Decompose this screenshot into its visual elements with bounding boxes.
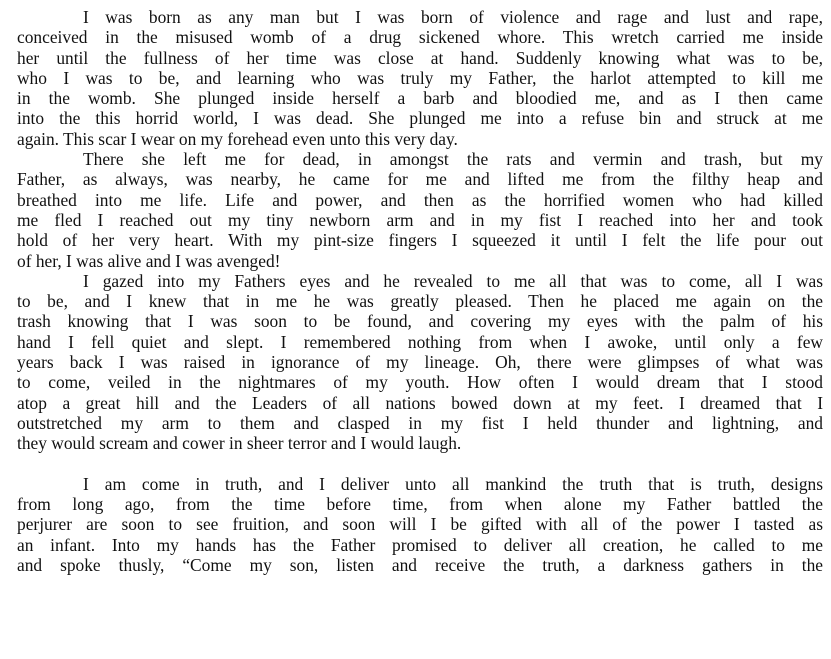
text-line: breathed into me life. Life and power, and then as the horrified women who had killed — [17, 189, 823, 210]
text-line: There she left me for dead, in amongst the rats and vermin and trash, but my — [83, 149, 823, 170]
text-line: conceived in the misused womb of a drug sickened whore. This wretch carried me inside — [17, 27, 823, 48]
text-line: hand I fell quiet and slept. I remembered nothing from when I awoke, until only a few — [17, 331, 823, 352]
text-line: who I was to be, and learning who was truly my Father, the harlot attempted to kill me — [17, 67, 823, 88]
text-line: an infant. Into my hands has the Father promised to deliver all creation, he called to me — [17, 534, 823, 555]
text-line: years back I was raised in ignorance of my lineage. Oh, there were glimpses of what was — [17, 352, 823, 373]
text-line: again. This scar I wear on my forehead even unto this very day. — [17, 128, 458, 149]
paragraph-4 — [17, 474, 823, 575]
paragraph-3 — [17, 271, 823, 454]
text-line: to come, veiled in the nightmares of my youth. How often I would dream that I stood — [17, 372, 823, 393]
text-line: into the this horrid world, I was dead. She plunged me into a refuse bin and struck at me — [17, 108, 823, 129]
text-line: Father, as always, was nearby, he came for me and lifted me from the filthy heap and — [17, 169, 823, 190]
text-line: perjurer are soon to see fruition, and soon will I be gifted with all of the power I tasted as — [17, 514, 823, 535]
text-line: her until the fullness of her time was close at hand. Suddenly knowing what was to be, — [17, 47, 823, 68]
text-line: I was born as any man but I was born of violence and rage and lust and rape, — [83, 7, 823, 27]
text-line: I am come in truth, and I deliver unto all mankind the truth that is truth, designs — [83, 473, 823, 494]
text-line: trash knowing that I was soon to be found, and covering my eyes with the palm of his — [17, 311, 823, 332]
document-page — [17, 7, 823, 575]
text-line: of her, I was alive and I was avenged! — [17, 250, 281, 271]
text-line: from long ago, from the time before time, from when alone my Father battled the — [17, 494, 823, 515]
paragraph-spacer — [17, 454, 823, 474]
text-line: me fled I reached out my tiny newborn arm and in my fist I reached into her and took — [17, 209, 823, 230]
text-line: they would scream and cower in sheer terror and I would laugh. — [17, 433, 462, 454]
text-line: in the womb. She plunged inside herself a barb and bloodied me, and as I then came — [17, 88, 823, 109]
text-line: I gazed into my Fathers eyes and he revealed to me all that was to come, all I was — [83, 270, 823, 291]
paragraph-2 — [17, 149, 823, 271]
text-line: to be, and I knew that in me he was greatly pleased. Then he placed me again on the — [17, 291, 823, 312]
paragraph-1 — [17, 7, 823, 149]
text-line: and spoke thusly, “Come my son, listen and receive the truth, a darkness gathers in the — [17, 555, 823, 576]
text-line: atop a great hill and the Leaders of all nations bowed down at my feet. I dreamed that I — [17, 392, 823, 413]
text-line: hold of her very heart. With my pint-size fingers I squeezed it until I felt the life pour out — [17, 230, 823, 251]
text-line: outstretched my arm to them and clasped in my fist I held thunder and lightning, and — [17, 412, 823, 433]
